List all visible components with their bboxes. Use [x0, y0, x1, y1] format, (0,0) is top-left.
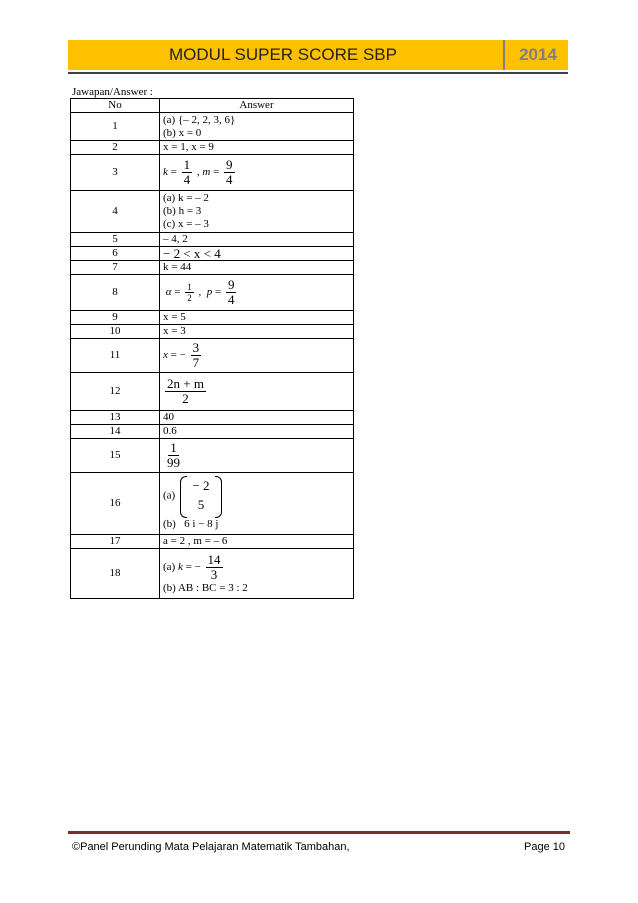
answer-caption: Jawapan/Answer : — [72, 86, 153, 98]
row-number: 11 — [71, 339, 160, 373]
answer-line: (a) k = – 2 — [163, 192, 209, 204]
table-row — [71, 425, 354, 439]
row-number: 3 — [71, 155, 160, 191]
fraction: $\frac{14}{3}$ — [207, 551, 221, 582]
header-bar — [68, 40, 568, 70]
page-title: MODUL SUPER SCORE SBP — [169, 45, 397, 64]
row-answer: 40 — [160, 411, 354, 425]
page-number: Page 10 — [524, 841, 565, 853]
answer-line: (a) k = − $\frac{14}{3}$ — [163, 551, 221, 582]
table-row — [71, 233, 354, 247]
fraction: $\frac{3}{7}$ — [192, 340, 200, 370]
row-number: 4 — [71, 191, 160, 233]
row-answer — [160, 549, 354, 599]
row-answer: – 4, 2 — [160, 233, 354, 247]
answer-line: (b) x = 0 — [163, 126, 202, 139]
row-number: 6 — [71, 247, 160, 261]
fraction: $\frac{1}{2}$ — [187, 282, 192, 303]
table-row — [71, 311, 354, 325]
row-number: 2 — [71, 141, 160, 155]
table-row — [71, 141, 354, 155]
row-answer — [160, 473, 354, 535]
row-answer — [160, 113, 354, 141]
row-number: 1 — [71, 113, 160, 141]
fraction: $\frac{1}{99}$ — [167, 440, 180, 470]
table-row — [71, 325, 354, 339]
row-answer: α = $\frac{1}{2}$ , p = $\frac{9}{4}$ — [160, 275, 354, 311]
answer-line: (b) 6 i − 8 j — [163, 518, 219, 530]
row-number: 5 — [71, 233, 160, 247]
answer-line: (b) h = 3 — [163, 205, 202, 217]
row-number: 9 — [71, 311, 160, 325]
row-answer: k = 44 — [160, 261, 354, 275]
row-answer — [160, 373, 354, 411]
answer-line: (a) {– 2, 2, 3, 6} — [163, 113, 236, 126]
table-row — [71, 473, 354, 535]
row-number: 8 — [71, 275, 160, 311]
footer-credit: ©Panel Perunding Mata Pelajaran Matematik Tambahan, — [72, 841, 350, 853]
table-row — [71, 275, 354, 311]
header-year: 2014 — [519, 45, 557, 64]
row-answer — [160, 439, 354, 473]
table-row — [71, 535, 354, 549]
answer-line: (a) − 2 5 — [163, 476, 350, 516]
row-answer: a = 2 , m = – 6 — [160, 535, 354, 549]
table-row — [71, 113, 354, 141]
fraction: $\frac{1}{4}$ — [183, 157, 191, 187]
row-answer: x = − $\frac{3}{7}$ — [160, 339, 354, 373]
answer-table — [70, 98, 354, 599]
column-header-no: No — [71, 99, 160, 113]
column-header-answer: Answer — [160, 99, 354, 113]
row-number: 7 — [71, 261, 160, 275]
table-row — [71, 261, 354, 275]
footer-rule — [68, 831, 570, 834]
row-number: 15 — [71, 439, 160, 473]
row-number: 17 — [71, 535, 160, 549]
answer-line: (c) x = – 3 — [163, 218, 209, 230]
table-row — [71, 373, 354, 411]
row-number: 12 — [71, 373, 160, 411]
row-answer: x = 3 — [160, 325, 354, 339]
column-vector: − 2 5 — [178, 476, 224, 516]
header-rule — [68, 72, 568, 74]
table-row — [71, 339, 354, 373]
row-answer — [160, 191, 354, 233]
row-number: 18 — [71, 549, 160, 599]
row-number: 10 — [71, 325, 160, 339]
row-number: 16 — [71, 473, 160, 535]
row-answer: − 2 < x < 4 — [160, 247, 354, 261]
answer-line: (b) AB : BC = 3 : 2 — [163, 581, 248, 594]
row-answer: 0.6 — [160, 425, 354, 439]
table-row — [71, 439, 354, 473]
fraction: $\frac{2n + m}{2}$ — [167, 376, 204, 406]
row-answer: x = 5 — [160, 311, 354, 325]
fraction: $\frac{9}{4}$ — [227, 277, 235, 307]
table-row — [71, 191, 354, 233]
row-number: 14 — [71, 425, 160, 439]
table-header-row — [71, 99, 354, 113]
row-number: 13 — [71, 411, 160, 425]
table-row — [71, 411, 354, 425]
table-row — [71, 247, 354, 261]
table-row — [71, 155, 354, 191]
fraction: $\frac{9}{4}$ — [226, 157, 233, 187]
row-answer: x = 1, x = 9 — [160, 141, 354, 155]
header-divider — [503, 40, 505, 70]
table-row — [71, 549, 354, 599]
row-answer: k = $\frac{1}{4}$ , m = $\frac{9}{4}$ — [160, 155, 354, 191]
